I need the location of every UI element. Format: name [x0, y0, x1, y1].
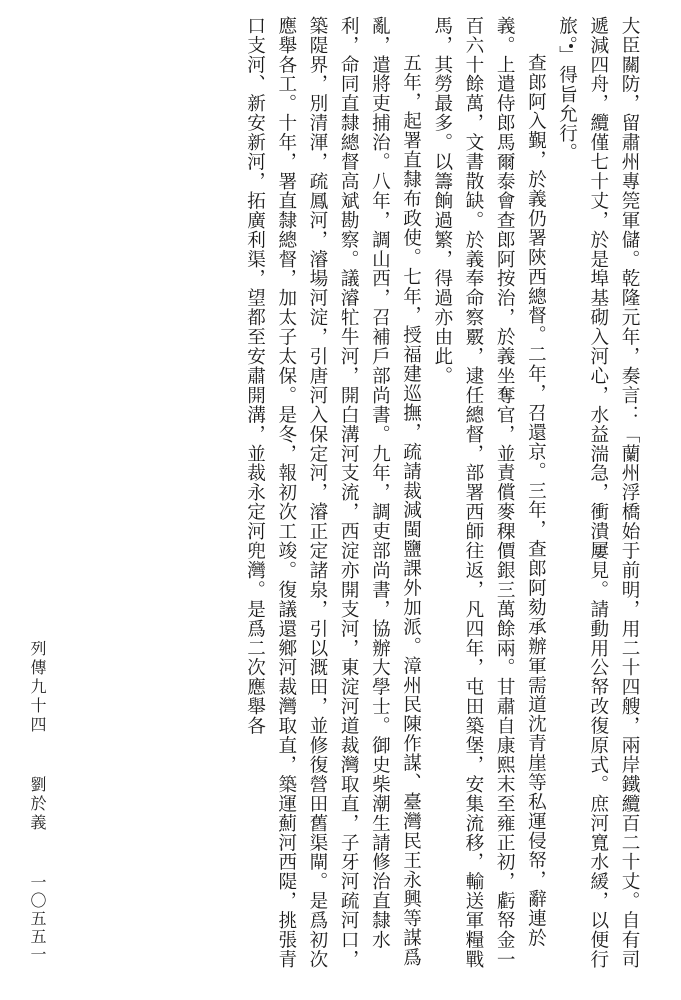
paragraph-2: 查郎阿入覲，於義仍署陝西總督。二年，召還京。三年，查郎阿劾承辦軍需道沈青崖等私運侵帑，辭連於義。上遣侍郎馬爾泰會查郎阿按治，於義坐奪官，並責償麥稞價銀三萬餘兩。甘肅自康熙末至雍正初，虧帑金一百六十餘萬，文書散缺。於義奉命察覈，逮任總督，部署西師往返，凡四年，屯田築堡，安集流移，輸送軍糧戰馬，其勞最多。以籌餉過繁，得過亦由此。	[431, 16, 547, 970]
paragraph-1: 大臣關防，留肅州專筦軍儲。乾隆元年，奏言：「蘭州浮橋始于前明，用二十四艘，兩岸鐵纜百二十丈。自有司遞減四舟，纜僅七十丈，於是埠基砌入河心，水益湍急，衝潰屢見。請動用公帑改復原式。庶河寬水緩，以便行旅。」得旨允行。	[556, 16, 640, 970]
running-title: 列傳九十四	[28, 640, 47, 735]
page-header	[0, 0, 86, 1000]
chapter-name: 劉於義	[28, 776, 47, 833]
page-body	[45, 16, 645, 976]
page-number: 一〇五五一	[28, 874, 47, 964]
paragraph-3: 五年，起署直隸布政使。七年，授福建巡撫，疏請裁減閩鹽課外加派。漳州民陳作謀、臺灣民王永興等謀爲亂，遣將吏捕治。八年，調山西，召補戶部尚書。九年，調吏部尚書，協辦大學士。御史柴潮生請修治直隸水利，命同直隸總督高斌勘察。議濬牤牛河，開白溝河支流，西淀亦開支河，東淀河道裁灣取直，子牙河疏河口，築隄界，別清渾，疏鳳河，濬場河淀，引唐河入保定河，濬正定諸泉，引以溉田，並修復營田舊渠閘。是爲初次應舉各工。十年，署直隸總督，加太子太保。是冬，報初次工竣。復議還鄉河裁灣取直，築運薊河西隄，挑張青口支河、新安新河，拓廣利渠，望都至安肅開溝，並裁永定河兜灣。是爲二次應舉各	[244, 16, 422, 970]
